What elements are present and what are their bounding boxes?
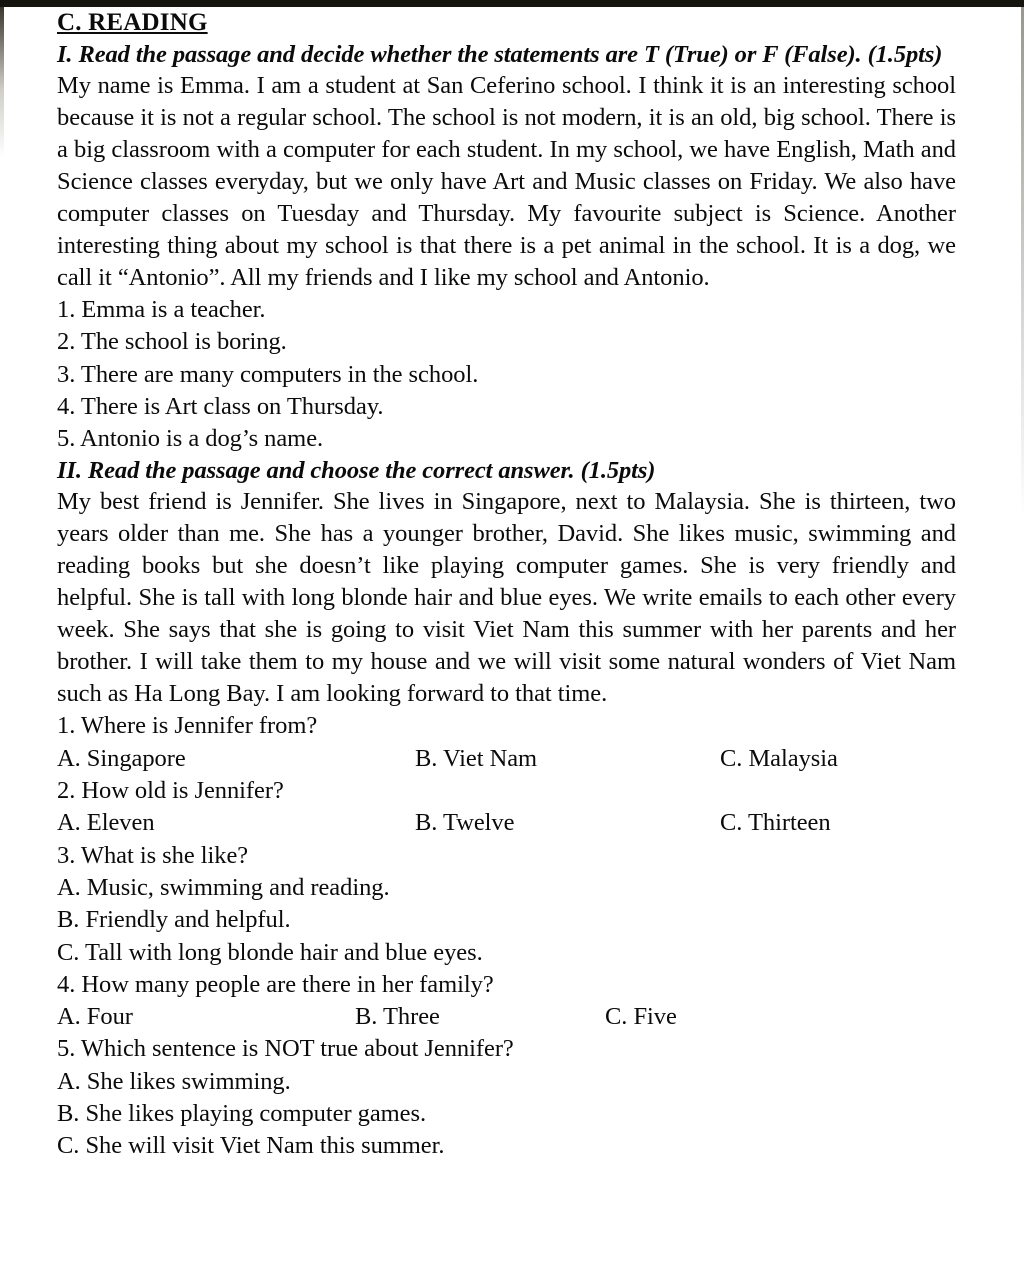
question-text: 3. What is she like? — [57, 841, 249, 869]
page-title: C. READING — [57, 9, 208, 36]
part-two-passage: My best friend is Jennifer. She lives in Singapore, next to Malaysia. She is thirteen, two years older than me. She has a younger brother, David. She likes music, swimming and reading books but she doesn’t like playing computer games. She is very friendly and helpful. She is tall with long blonde hair and blue eyes. We write emails to each other every week. She says that she is going to visit Viet Nam this summer with her parents and her brother. I will take them to my house and we will visit some natural wonders of Viet Nam such as Ha Long Bay. I am looking forward to that time. — [57, 488, 956, 708]
question-3 — [57, 840, 956, 969]
question-text: 4. How many people are there in her family? — [57, 970, 494, 998]
option-b[interactable]: B. Three — [355, 1003, 440, 1031]
scan-artifact-left-edge — [0, 7, 4, 157]
question-text: 2. How old is Jennifer? — [57, 777, 284, 805]
option-b[interactable]: B. She likes playing computer games. — [57, 1100, 427, 1128]
option-c[interactable]: C. She will visit Viet Nam this summer. — [57, 1132, 445, 1160]
document-page — [57, 7, 956, 1280]
list-item: 1. Emma is a teacher. — [57, 296, 266, 323]
option-a[interactable]: A. Singapore — [57, 744, 186, 772]
part-one-statement-list — [57, 294, 956, 455]
list-item: 4. There is Art class on Thursday. — [57, 392, 384, 420]
question-1 — [57, 710, 956, 775]
option-row — [57, 807, 956, 839]
list-item: 5. Antonio is a dog’s name. — [57, 425, 324, 453]
option-a[interactable]: A. Music, swimming and reading. — [57, 873, 390, 901]
list-item: 3. There are many computers in the school. — [57, 360, 479, 388]
scan-artifact-top-bar — [0, 0, 1024, 7]
question-text: 5. Which sentence is NOT true about Jennifer? — [57, 1035, 514, 1063]
question-2 — [57, 775, 956, 840]
option-a[interactable]: A. Four — [57, 1003, 133, 1031]
question-5 — [57, 1033, 956, 1162]
option-c[interactable]: C. Five — [605, 1003, 677, 1031]
option-b[interactable]: B. Twelve — [415, 809, 515, 837]
list-item: 2. The school is boring. — [57, 328, 287, 356]
option-row — [57, 1001, 956, 1033]
option-a[interactable]: A. She likes swimming. — [57, 1067, 291, 1095]
question-4 — [57, 969, 956, 1034]
part-one-passage: My name is Emma. I am a student at San Ceferino school. I think it is an interesting school because it is not a regular school. The school is not modern, it is an old, big school. There is a big classroom with a computer for each student. In my school, we have English, Math and Science classes everyday, but we only have Art and Music classes on Friday. We also have computer classes on Tuesday and Thursday. My favourite subject is Science. Another interesting thing about my school is that there is a pet animal in the school. It is a dog, we call it “Antonio”. All my friends and I like my school and Antonio. — [57, 72, 956, 291]
part-one-instruction: I. Read the passage and decide whether the statements are T (True) or F (False). (1.5pts) — [57, 41, 943, 68]
option-b[interactable]: B. Friendly and helpful. — [57, 906, 291, 934]
part-two-instruction: II. Read the passage and choose the correct answer. (1.5pts) — [57, 457, 656, 485]
option-a[interactable]: A. Eleven — [57, 809, 155, 837]
option-c[interactable]: C. Malaysia — [720, 744, 838, 772]
option-c[interactable]: C. Tall with long blonde hair and blue eyes. — [57, 938, 483, 966]
option-c[interactable]: C. Thirteen — [720, 809, 831, 837]
option-b[interactable]: B. Viet Nam — [415, 744, 538, 772]
option-row — [57, 743, 956, 775]
question-text: 1. Where is Jennifer from? — [57, 712, 318, 740]
